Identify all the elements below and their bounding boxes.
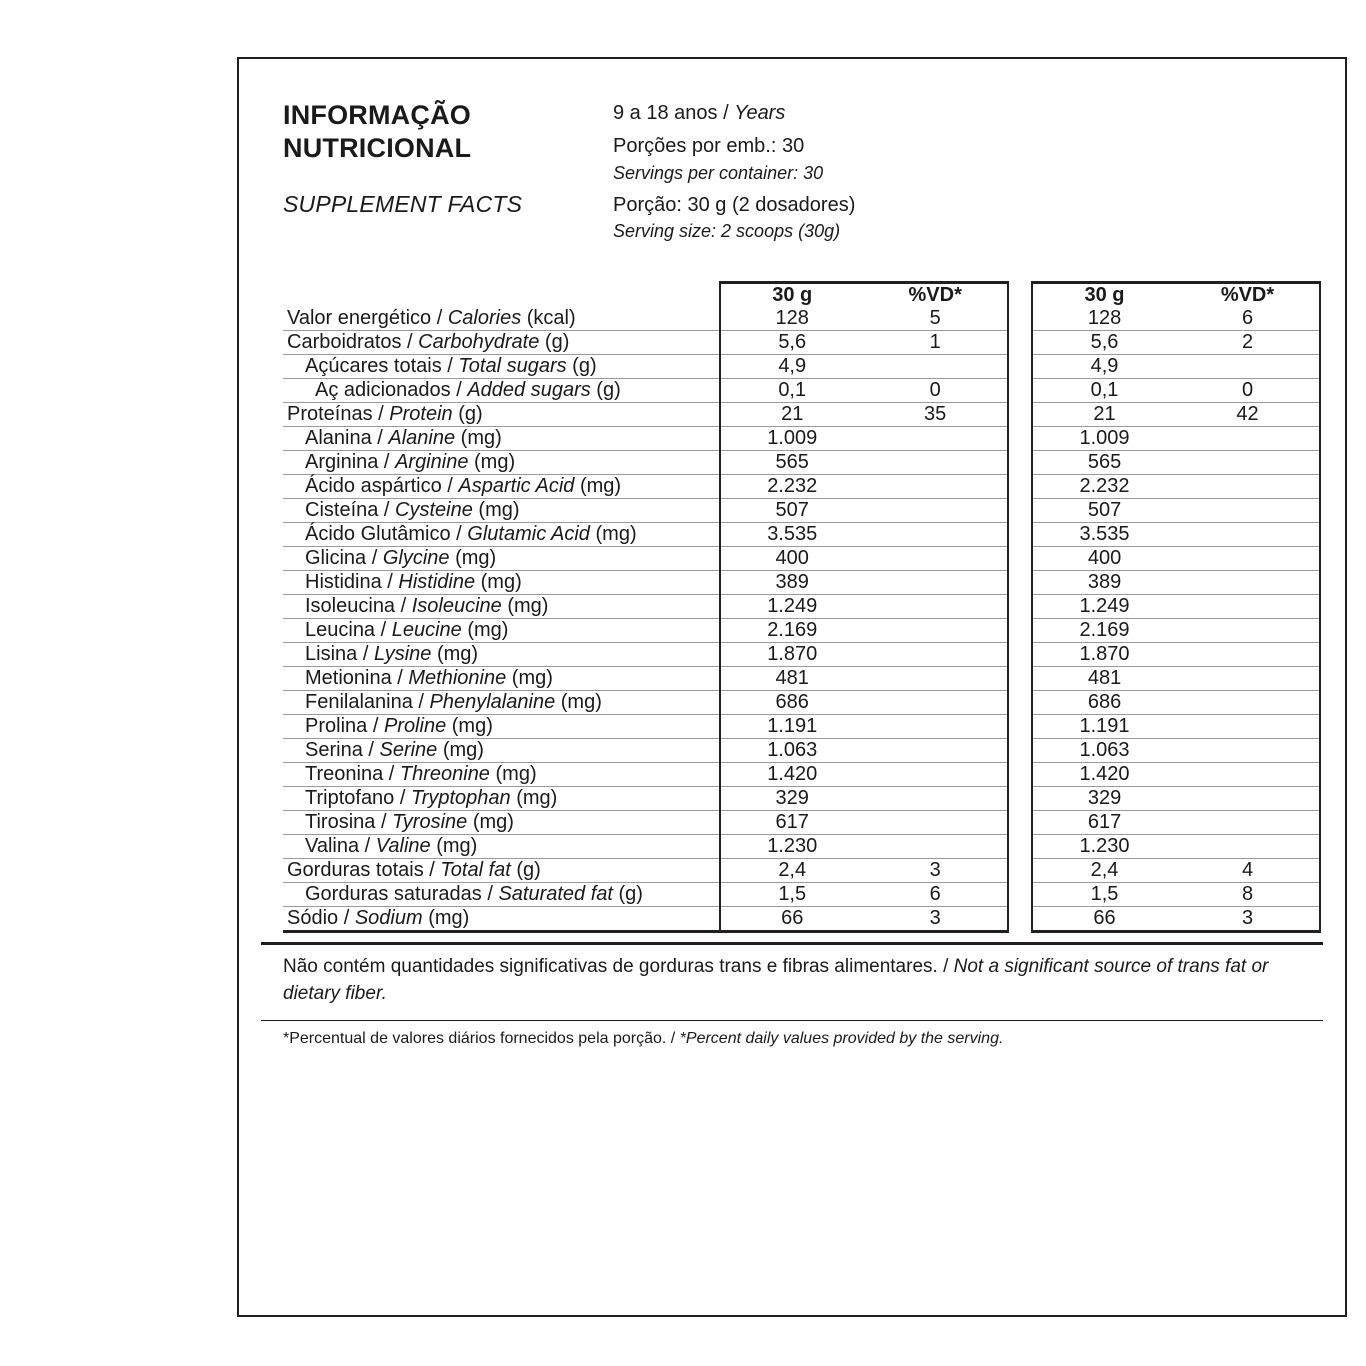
value-percent-2: 2 (1176, 330, 1320, 354)
value-percent-2 (1176, 834, 1320, 858)
column-gap (1008, 834, 1032, 858)
value-amount-2: 565 (1032, 450, 1176, 474)
nutrient-name-pt: Sódio / (287, 906, 355, 929)
value-amount-1: 2.232 (720, 474, 864, 498)
column-gap (1008, 426, 1032, 450)
nutrient-name-en: Arginine (395, 450, 469, 473)
nutrient-name-pt: Fenilalanina / (305, 690, 430, 713)
table-row (283, 786, 1320, 810)
table-row (283, 546, 1320, 570)
nutrient-name-en: Glutamic Acid (467, 522, 590, 545)
value-percent-1 (864, 570, 1008, 594)
nutrient-unit: (g) (612, 882, 643, 905)
nutrient-name-en: Protein (389, 402, 453, 425)
nutrient-name (283, 330, 720, 354)
nutrient-name-pt: Gorduras saturadas / (305, 882, 499, 905)
value-amount-2: 1.420 (1032, 762, 1176, 786)
nutrient-name-en: Isoleucine (411, 594, 502, 617)
nutrient-name-pt: Tirosina / (305, 810, 393, 833)
value-percent-1 (864, 426, 1008, 450)
nutrient-name (283, 498, 720, 522)
value-amount-1: 400 (720, 546, 864, 570)
nutrient-name-en: Total fat (440, 858, 511, 881)
column-gap (1008, 330, 1032, 354)
value-percent-2 (1176, 426, 1320, 450)
header-blank (283, 282, 720, 307)
nutrient-unit: (g) (590, 378, 621, 401)
nutrient-name-pt: Valor energético / (287, 306, 448, 329)
column-gap (1008, 402, 1032, 426)
column-gap (1008, 378, 1032, 402)
nutrient-name-pt: Ácido Glutâmico / (305, 522, 468, 545)
nutrient-unit: (mg) (489, 762, 537, 785)
value-percent-2 (1176, 570, 1320, 594)
value-percent-1: 3 (864, 858, 1008, 882)
footnote-daily-values-en: *Percent daily values provided by the serving. (679, 1029, 1004, 1047)
value-percent-1: 5 (864, 307, 1008, 331)
value-percent-2: 6 (1176, 307, 1320, 331)
value-percent-2: 42 (1176, 402, 1320, 426)
serving-size-pt: Porção: 30 g (2 dosadores) (613, 193, 856, 216)
column-gap (1008, 474, 1032, 498)
nutrient-name-pt: Serina / (305, 738, 380, 761)
nutrient-name (283, 858, 720, 882)
value-amount-2: 686 (1032, 690, 1176, 714)
nutrient-unit: (mg) (510, 786, 558, 809)
value-amount-2: 1.009 (1032, 426, 1176, 450)
serving-info (613, 99, 1323, 251)
value-amount-2: 400 (1032, 546, 1176, 570)
nutrient-name-pt: Açúcares totais / (305, 354, 459, 377)
header (261, 81, 1323, 251)
value-percent-1 (864, 354, 1008, 378)
nutrient-unit: (mg) (430, 834, 478, 857)
nutrient-name (283, 594, 720, 618)
column-gap (1008, 714, 1032, 738)
nutrient-name (283, 882, 720, 906)
value-percent-2: 3 (1176, 906, 1320, 931)
page-title (283, 99, 613, 165)
title-block (283, 99, 613, 218)
nutrient-name-pt: Metionina / (305, 666, 409, 689)
nutrient-name-en: Tyrosine (392, 810, 468, 833)
table-row (283, 498, 1320, 522)
column-gap (1008, 666, 1032, 690)
nutrient-name (283, 834, 720, 858)
column-gap (1008, 618, 1032, 642)
value-percent-1 (864, 714, 1008, 738)
nutrient-name (283, 378, 720, 402)
value-amount-2: 0,1 (1032, 378, 1176, 402)
nutrient-name-pt: Histidina / (305, 570, 399, 593)
value-percent-1: 0 (864, 378, 1008, 402)
value-percent-1 (864, 474, 1008, 498)
nutrient-unit: (g) (539, 330, 570, 353)
nutrient-name-en: Serine (379, 738, 438, 761)
age-range-pt: 9 a 18 anos / (613, 102, 735, 124)
nutrient-unit: (mg) (468, 450, 516, 473)
nutrient-name (283, 450, 720, 474)
nutrient-name-en: Sodium (354, 906, 423, 929)
nutrient-name-en: Alanine (388, 426, 456, 449)
nutrient-unit: (mg) (431, 642, 479, 665)
value-amount-1: 66 (720, 906, 864, 931)
nutrient-name-en: Saturated fat (498, 882, 613, 905)
nutrient-name-en: Glycine (382, 546, 450, 569)
nutrient-name-en: Phenylalanine (429, 690, 556, 713)
nutrient-unit: (kcal) (521, 306, 576, 329)
nutrient-name (283, 690, 720, 714)
value-percent-2 (1176, 642, 1320, 666)
nutrient-name-en: Proline (383, 714, 447, 737)
nutrition-table (283, 281, 1321, 933)
nutrient-name-pt: Ácido aspártico / (305, 474, 459, 497)
value-percent-1 (864, 834, 1008, 858)
nutrient-name (283, 738, 720, 762)
nutrient-name (283, 666, 720, 690)
nutrient-name-pt: Leucina / (305, 618, 392, 641)
table-row (283, 450, 1320, 474)
nutrient-name-pt: Triptofano / (305, 786, 411, 809)
value-amount-1: 128 (720, 307, 864, 331)
table-row (283, 858, 1320, 882)
table-row (283, 714, 1320, 738)
header-percent-1: %VD* (864, 282, 1008, 307)
value-percent-1: 35 (864, 402, 1008, 426)
value-percent-1 (864, 546, 1008, 570)
table-row (283, 762, 1320, 786)
nutrient-name (283, 786, 720, 810)
value-amount-1: 5,6 (720, 330, 864, 354)
value-amount-1: 3.535 (720, 522, 864, 546)
column-gap (1008, 498, 1032, 522)
table-header-row (283, 282, 1320, 307)
column-gap (1008, 522, 1032, 546)
value-percent-2 (1176, 762, 1320, 786)
value-percent-2 (1176, 690, 1320, 714)
nutrient-name-pt: Isoleucina / (305, 594, 412, 617)
footnote-trans-fat-en: Not a significant source of trans fat or dietary fiber. (283, 955, 1269, 1004)
column-gap (1008, 570, 1032, 594)
footnote-daily-values-pt: *Percentual de valores diários fornecidos pela porção. / (283, 1029, 680, 1047)
nutrient-unit: (g) (566, 354, 597, 377)
nutrient-name-pt: Cisteína / (305, 498, 396, 521)
footnote-trans-fat (261, 942, 1323, 1008)
column-gap (1008, 810, 1032, 834)
table-row (283, 330, 1320, 354)
title-line-2: NUTRICIONAL (283, 132, 472, 163)
column-gap (1008, 690, 1032, 714)
value-percent-2 (1176, 546, 1320, 570)
nutrient-unit: (mg) (475, 570, 522, 593)
nutrient-name-pt: Prolina / (305, 714, 384, 737)
table-row (283, 810, 1320, 834)
table-row (283, 618, 1320, 642)
value-amount-2: 507 (1032, 498, 1176, 522)
value-amount-2: 128 (1032, 307, 1176, 331)
nutrient-name-pt: Lisina / (305, 642, 374, 665)
value-percent-1 (864, 498, 1008, 522)
value-percent-2 (1176, 810, 1320, 834)
value-amount-1: 1.009 (720, 426, 864, 450)
servings-per-container-pt: Porções por emb.: 30 (613, 135, 805, 157)
serving-size-en: Serving size: 2 scoops (30g) (613, 221, 841, 242)
nutrient-unit: (g) (452, 402, 483, 425)
value-amount-1: 1,5 (720, 882, 864, 906)
value-percent-1 (864, 738, 1008, 762)
nutrient-name-pt: Arginina / (305, 450, 396, 473)
nutrient-name-en: Carbohydrate (418, 330, 540, 353)
value-percent-2 (1176, 738, 1320, 762)
nutrient-name-en: Threonine (399, 762, 490, 785)
value-percent-1: 1 (864, 330, 1008, 354)
nutrient-name-pt: Carboidratos / (287, 330, 419, 353)
column-gap (1008, 594, 1032, 618)
age-range (613, 102, 1323, 125)
column-gap (1008, 642, 1032, 666)
value-percent-1 (864, 810, 1008, 834)
panel-inner (261, 81, 1323, 1301)
column-gap (1008, 882, 1032, 906)
value-amount-1: 1.230 (720, 834, 864, 858)
value-amount-2: 4,9 (1032, 354, 1176, 378)
column-gap (1008, 906, 1032, 931)
header-amount-2: 30 g (1032, 282, 1176, 307)
servings-per-container-en: Servings per container: 30 (613, 162, 824, 183)
value-percent-2 (1176, 786, 1320, 810)
nutrient-name (283, 810, 720, 834)
table-row (283, 690, 1320, 714)
table-row (283, 834, 1320, 858)
nutrient-unit: (mg) (449, 546, 497, 569)
table-row (283, 642, 1320, 666)
value-percent-2 (1176, 666, 1320, 690)
value-percent-1 (864, 594, 1008, 618)
header-percent-2: %VD* (1176, 282, 1320, 307)
nutrient-name (283, 546, 720, 570)
value-amount-2: 1.230 (1032, 834, 1176, 858)
nutrient-name-en: Leucine (391, 618, 462, 641)
nutrient-name-en: Calories (447, 306, 522, 329)
value-amount-2: 21 (1032, 402, 1176, 426)
value-amount-1: 21 (720, 402, 864, 426)
value-amount-1: 329 (720, 786, 864, 810)
nutrient-name (283, 714, 720, 738)
value-amount-1: 507 (720, 498, 864, 522)
nutrient-unit: (mg) (555, 690, 602, 713)
value-percent-1 (864, 690, 1008, 714)
value-amount-1: 1.191 (720, 714, 864, 738)
nutrient-name-en: Valine (375, 834, 431, 857)
value-percent-2 (1176, 474, 1320, 498)
column-gap (1008, 307, 1032, 331)
title-line-1: INFORMAÇÃO (283, 100, 471, 130)
value-amount-1: 565 (720, 450, 864, 474)
nutrient-unit: (mg) (446, 714, 493, 737)
nutrient-unit: (mg) (589, 522, 637, 545)
column-gap (1008, 738, 1032, 762)
nutrient-name-pt: Gorduras totais / (287, 858, 441, 881)
nutrient-name (283, 762, 720, 786)
nutrient-name-en: Cysteine (395, 498, 473, 521)
nutrient-name-pt: Aç adicionados / (315, 378, 468, 401)
value-amount-2: 5,6 (1032, 330, 1176, 354)
value-amount-1: 0,1 (720, 378, 864, 402)
footnote-daily-values (261, 1020, 1323, 1048)
age-range-en: Years (734, 102, 786, 124)
value-percent-1 (864, 450, 1008, 474)
table-row (283, 522, 1320, 546)
value-percent-1: 3 (864, 906, 1008, 931)
nutrient-name (283, 354, 720, 378)
footnote-trans-fat-pt: Não contém quantidades significativas de gorduras trans e fibras alimentares. / (283, 955, 954, 977)
value-percent-2 (1176, 450, 1320, 474)
value-amount-2: 2.232 (1032, 474, 1176, 498)
value-percent-2 (1176, 522, 1320, 546)
column-gap (1008, 546, 1032, 570)
table-row (283, 882, 1320, 906)
nutrient-name (283, 618, 720, 642)
value-amount-1: 481 (720, 666, 864, 690)
value-amount-2: 1.063 (1032, 738, 1176, 762)
value-amount-2: 66 (1032, 906, 1176, 931)
value-amount-2: 1.870 (1032, 642, 1176, 666)
nutrient-unit: (mg) (422, 906, 470, 929)
nutrient-unit: (mg) (574, 474, 622, 497)
table-body (283, 307, 1320, 932)
value-amount-2: 481 (1032, 666, 1176, 690)
nutrient-unit: (mg) (437, 738, 484, 761)
nutrient-unit: (g) (510, 858, 541, 881)
value-percent-1: 6 (864, 882, 1008, 906)
value-percent-2 (1176, 498, 1320, 522)
nutrient-name (283, 402, 720, 426)
column-gap (1008, 762, 1032, 786)
nutrient-name (283, 522, 720, 546)
nutrient-name-pt: Alanina / (305, 426, 389, 449)
nutrient-name-pt: Treonina / (305, 762, 400, 785)
nutrient-unit: (mg) (501, 594, 549, 617)
value-amount-2: 1.191 (1032, 714, 1176, 738)
column-gap (1008, 786, 1032, 810)
value-amount-1: 686 (720, 690, 864, 714)
nutrient-name (283, 642, 720, 666)
value-percent-2: 8 (1176, 882, 1320, 906)
header-gap (1008, 282, 1032, 307)
value-percent-1 (864, 522, 1008, 546)
table-row (283, 354, 1320, 378)
nutrient-unit: (mg) (461, 618, 509, 641)
value-amount-2: 617 (1032, 810, 1176, 834)
supplement-facts-panel (237, 57, 1347, 1317)
value-amount-2: 329 (1032, 786, 1176, 810)
header-amount-1: 30 g (720, 282, 864, 307)
table-row (283, 474, 1320, 498)
table-row (283, 402, 1320, 426)
column-gap (1008, 354, 1032, 378)
nutrient-name-en: Added sugars (467, 378, 591, 401)
value-percent-1 (864, 786, 1008, 810)
table-row (283, 666, 1320, 690)
table-row (283, 570, 1320, 594)
nutrient-unit: (mg) (472, 498, 520, 521)
value-percent-1 (864, 642, 1008, 666)
nutrient-name-pt: Proteínas / (287, 402, 390, 425)
column-gap (1008, 450, 1032, 474)
page-subtitle: SUPPLEMENT FACTS (283, 190, 523, 217)
value-amount-2: 1.249 (1032, 594, 1176, 618)
nutrient-name (283, 474, 720, 498)
value-amount-2: 389 (1032, 570, 1176, 594)
value-percent-1 (864, 618, 1008, 642)
value-amount-2: 2.169 (1032, 618, 1176, 642)
nutrient-name-en: Methionine (408, 666, 507, 689)
value-amount-1: 2.169 (720, 618, 864, 642)
nutrient-name (283, 906, 720, 931)
value-percent-2 (1176, 354, 1320, 378)
value-percent-2: 0 (1176, 378, 1320, 402)
value-amount-1: 1.063 (720, 738, 864, 762)
value-percent-2 (1176, 594, 1320, 618)
value-amount-1: 4,9 (720, 354, 864, 378)
value-amount-1: 389 (720, 570, 864, 594)
nutrient-name-en: Tryptophan (410, 786, 511, 809)
nutrient-name (283, 570, 720, 594)
column-gap (1008, 858, 1032, 882)
value-amount-2: 2,4 (1032, 858, 1176, 882)
nutrient-name-en: Aspartic Acid (458, 474, 575, 497)
nutrient-unit: (mg) (467, 810, 514, 833)
nutrition-table-wrap (261, 281, 1323, 933)
value-percent-1 (864, 762, 1008, 786)
nutrient-unit: (mg) (455, 426, 502, 449)
value-amount-1: 1.249 (720, 594, 864, 618)
nutrient-name-en: Histidine (398, 570, 476, 593)
nutrient-name-pt: Glicina / (305, 546, 383, 569)
value-amount-2: 3.535 (1032, 522, 1176, 546)
table-row (283, 426, 1320, 450)
table-row (283, 594, 1320, 618)
value-amount-1: 617 (720, 810, 864, 834)
value-amount-1: 1.870 (720, 642, 864, 666)
nutrient-unit: (mg) (506, 666, 553, 689)
value-percent-2 (1176, 618, 1320, 642)
nutrient-name-pt: Valina / (305, 834, 376, 857)
value-amount-1: 1.420 (720, 762, 864, 786)
value-amount-2: 1,5 (1032, 882, 1176, 906)
nutrient-name-en: Lysine (373, 642, 432, 665)
nutrient-name (283, 426, 720, 450)
table-row (283, 738, 1320, 762)
value-percent-2: 4 (1176, 858, 1320, 882)
value-amount-1: 2,4 (720, 858, 864, 882)
value-percent-2 (1176, 714, 1320, 738)
table-row (283, 378, 1320, 402)
nutrient-name-en: Total sugars (458, 354, 567, 377)
table-row (283, 307, 1320, 331)
table-row (283, 906, 1320, 931)
value-percent-1 (864, 666, 1008, 690)
nutrient-name (283, 307, 720, 331)
